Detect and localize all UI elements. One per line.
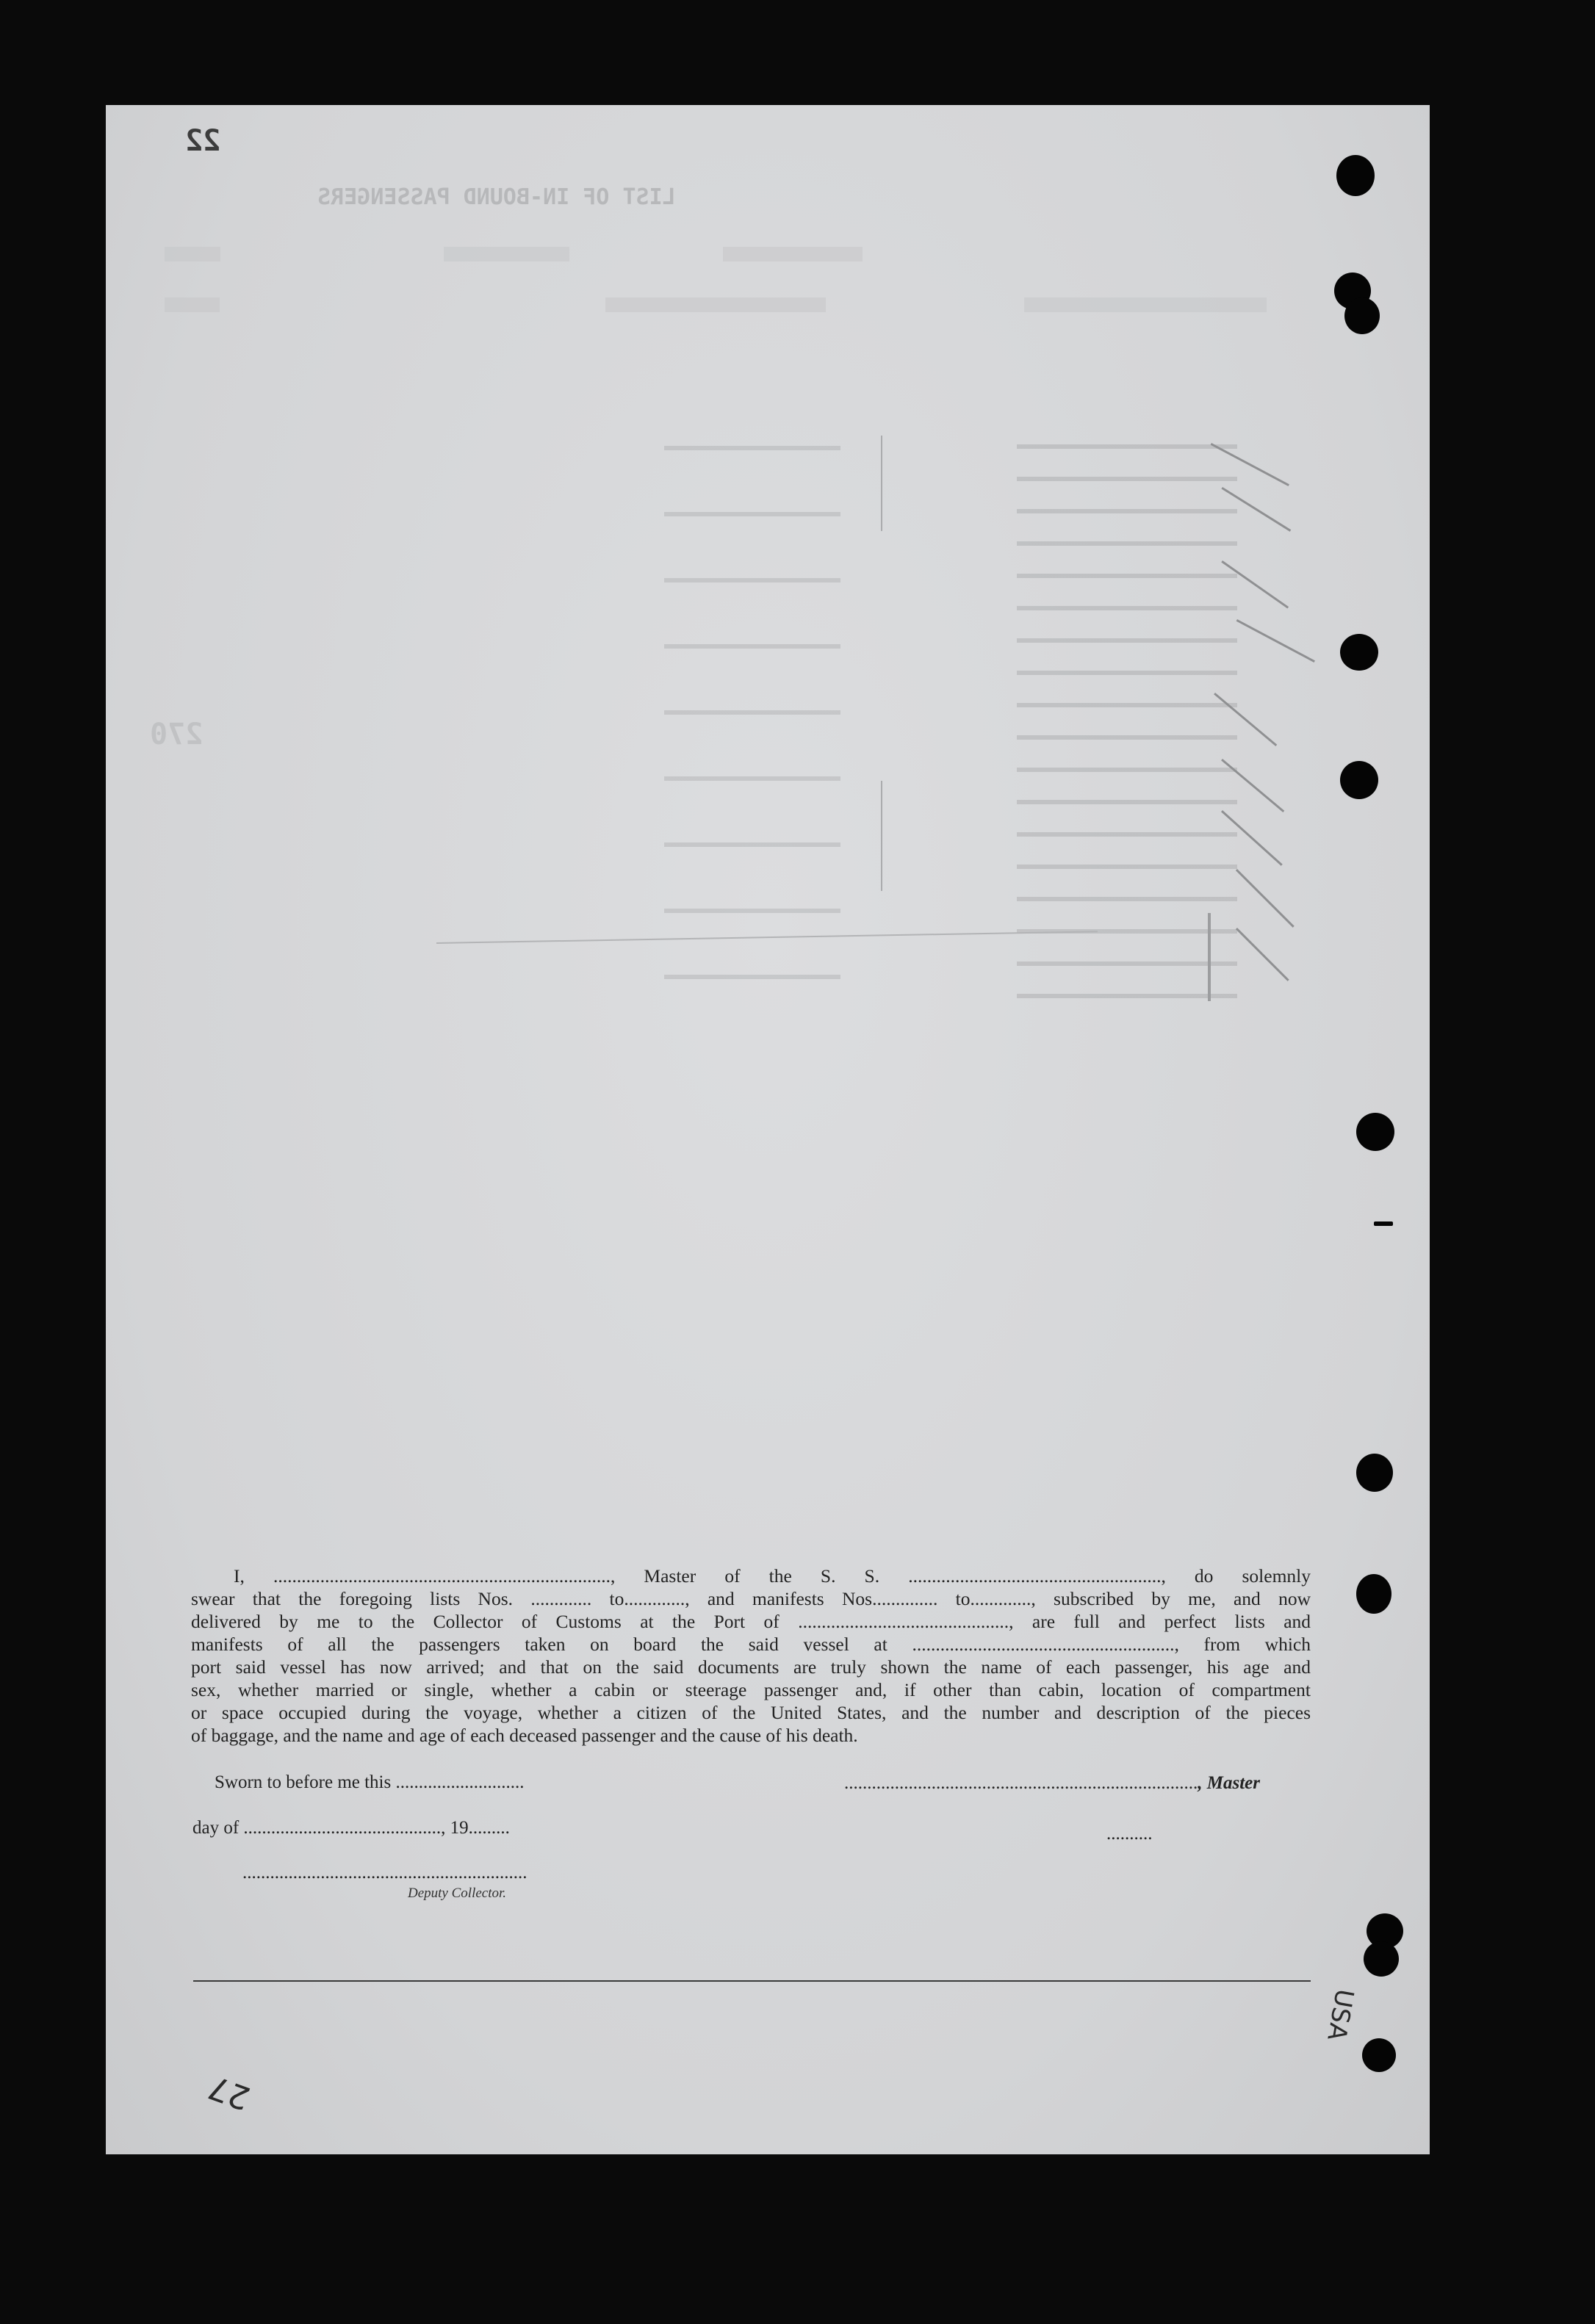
deputy-collector-label: Deputy Collector. [408,1885,507,1901]
ghost-number-column [664,428,840,986]
oath-line-6: sex, whether married or single, whether a cabin or steerage passenger and, if other than cabin, location of compartment [191,1679,1311,1700]
punch-hole-11 [1362,2038,1396,2072]
oath-line-3: delivered by me to the Collector of Customs at the Port of ............................................., are full and perfect lists and [191,1611,1311,1632]
punch-hole-8 [1356,1574,1391,1614]
oath-line-5: port said vessel has now arrived; and that on the said documents are truly shown the name of each passenger, his age and [191,1656,1311,1678]
day-of-line: day of ..........................................., 19......... [192,1818,510,1838]
oath-line-2: swear that the foregoing lists Nos. ............. to............., and manifests Nos.............. to............., subscribed by me, and now [191,1588,1311,1609]
master-signature-line: ............................................................................., Master [844,1773,1260,1793]
manifest-page [106,105,1430,2154]
ghost-slash-4 [1236,619,1315,663]
handwritten-mark-bottom-left: 27 [203,2067,256,2118]
punch-hole-3 [1344,297,1380,334]
handwritten-mark-right: USA [1321,1986,1359,2043]
ghost-divider-2 [881,781,882,891]
deputy-signature-dots: .............................................................. [242,1863,528,1883]
punch-hole-6 [1356,1113,1394,1151]
oath-line-4: manifests of all the passengers taken on board the said vessel at ........................................................, from which [191,1634,1311,1655]
punch-hole-1 [1336,155,1375,196]
oath-line-7: or space occupied during the voyage, whether a citizen of the United States, and the number and description of the pieces [191,1702,1311,1723]
bleed-port-number: 270 [150,718,204,751]
bottom-rule [193,1980,1311,1982]
punch-mark-small [1374,1221,1393,1226]
ghost-passenger-column [1017,428,1237,1001]
sworn-line: Sworn to before me this ............................ [215,1772,525,1792]
punch-hole-5 [1340,761,1378,799]
oath-line-8: of baggage, and the name and age of each deceased passenger and the cause of his death. [191,1725,858,1746]
ghost-header-row-2 [165,297,1267,312]
ghost-signature-tail [1208,913,1211,1001]
punch-hole-10 [1364,1941,1399,1977]
ghost-header-row [165,247,863,261]
bleed-sheet-number: 22 [185,124,221,158]
oath-paragraph [191,1565,1311,1747]
small-dots-right: .......... [1106,1824,1153,1844]
ghost-divider [881,436,882,531]
bleed-title: LIST OF IN-BOUND PASSENGERS [317,184,676,210]
ghost-slash-8 [1236,869,1295,928]
punch-hole-7 [1356,1454,1393,1492]
ghost-slash-9 [1236,928,1289,981]
oath-line-1: I, ........................................................................, Master of the S. S. ......................................................, do solemnly [234,1565,1311,1587]
punch-hole-4 [1340,634,1378,671]
